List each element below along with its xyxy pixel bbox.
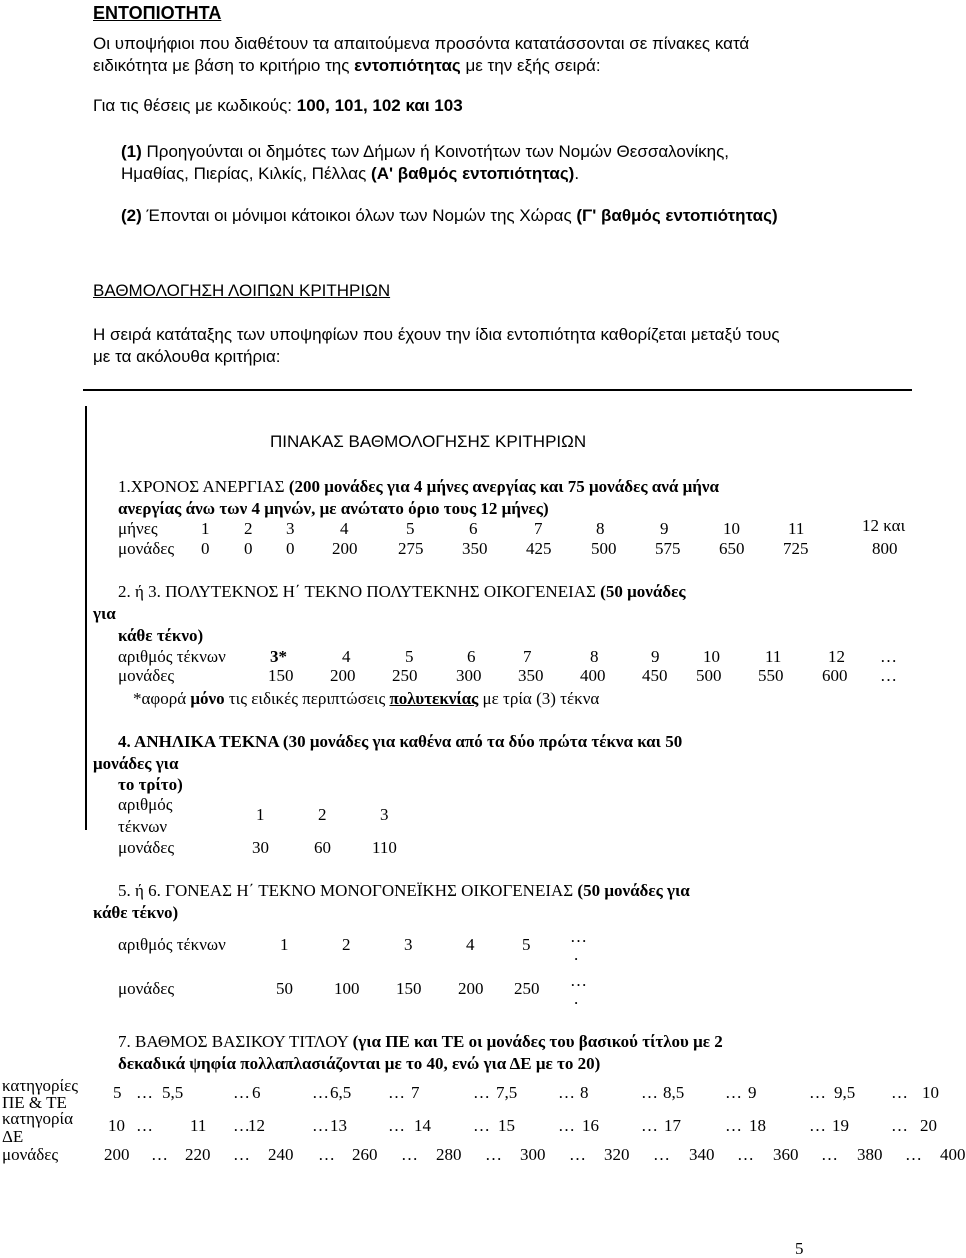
c2-points-value: 150 xyxy=(268,666,294,685)
c5-points-value: 100 xyxy=(334,979,360,998)
pe-grade: 7 xyxy=(411,1083,420,1102)
separator-ellipsis: … xyxy=(136,1116,153,1135)
grade-points: 400 xyxy=(940,1145,966,1164)
c2-points-label: μονάδες xyxy=(118,666,175,685)
grade-points: 240 xyxy=(268,1145,294,1164)
c4-label-b: τέκνων xyxy=(118,817,168,836)
c2-points-value: 550 xyxy=(758,666,784,685)
children-number: 4 xyxy=(342,647,351,666)
c2-points-value: 600 xyxy=(822,666,848,685)
pe-grade: 9,5 xyxy=(834,1083,856,1102)
month-value: 5 xyxy=(406,519,415,538)
c2-points-value: 200 xyxy=(330,666,356,685)
c2-points-value: 300 xyxy=(456,666,482,685)
de-grade: 10 xyxy=(108,1116,125,1135)
c5-children-number: 3 xyxy=(404,935,413,954)
points-value: 725 xyxy=(783,539,809,558)
intro-line-2: ειδικότητα με βάση το κριτήριο της εντοπιότητας με την εξής σειρά: xyxy=(93,56,601,75)
month-value: 2 xyxy=(244,519,253,538)
month-value: 1 xyxy=(201,519,210,538)
pe-grade: 6 xyxy=(252,1083,261,1102)
pe-grade: 7,5 xyxy=(496,1083,518,1102)
pe-grade: 10 xyxy=(922,1083,939,1102)
month-value: 3 xyxy=(286,519,295,538)
de-grade: 17 xyxy=(664,1116,681,1135)
pe-grade: 5 xyxy=(113,1083,122,1102)
months-last: 12 και xyxy=(862,516,906,535)
de-grade: 11 xyxy=(190,1116,207,1135)
c4-points-label: μονάδες xyxy=(118,838,175,857)
points-value: 425 xyxy=(526,539,552,558)
grade-points: 300 xyxy=(520,1145,546,1164)
criterion-1-subtitle: ανεργίας άνω των 4 μηνών, με ανώτατο όριο τους 12 μήνες) xyxy=(118,499,549,518)
separator-ellipsis: … xyxy=(558,1116,575,1135)
c2-points-value: 250 xyxy=(392,666,418,685)
de-grade: 14 xyxy=(414,1116,431,1135)
de-grade: 16 xyxy=(582,1116,599,1135)
c5-ellipsis-1: … xyxy=(570,927,587,946)
month-value: 4 xyxy=(340,519,349,538)
criterion-2-title: 2. ή 3. ΠΟΛΥΤΕΚΝΟΣ Η΄ ΤΕΚΝΟ ΠΟΛΥΤΕΚΝΗΣ ΟΙΚΟΓΕΝΕΙΑΣ (50 μονάδες xyxy=(118,582,686,601)
criterion-4-line-3: το τρίτο) xyxy=(118,775,183,794)
children-ellipsis: … xyxy=(880,647,897,666)
c7-label-pe-a: κατηγορίες xyxy=(2,1076,78,1095)
children-number: 5 xyxy=(405,647,414,666)
month-value: 6 xyxy=(469,519,478,538)
points-value: 650 xyxy=(719,539,745,558)
month-value: 7 xyxy=(534,519,543,538)
criterion-4-line-2: μονάδες για xyxy=(93,754,179,773)
separator-ellipsis: … xyxy=(737,1145,754,1164)
de-grade: 20 xyxy=(920,1116,937,1135)
criterion-7-title: 7. ΒΑΘΜΟΣ ΒΑΣΙΚΟΥ ΤΙΤΛΟΥ (για ΠΕ και ΤΕ οι μονάδες του βασικού τίτλου με 2 xyxy=(118,1032,723,1051)
points-value: 200 xyxy=(332,539,358,558)
separator-ellipsis: … xyxy=(641,1116,658,1135)
separator-ellipsis: … xyxy=(151,1145,168,1164)
c4-points-value: 110 xyxy=(372,838,397,857)
separator-ellipsis: … xyxy=(809,1083,826,1102)
de-grade: 12 xyxy=(248,1116,265,1135)
pe-grade: 5,5 xyxy=(162,1083,184,1102)
criterion-5-line-2: κάθε τέκνο) xyxy=(93,903,179,922)
points-value: 350 xyxy=(462,539,488,558)
criterion-2-line-3: κάθε τέκνο) xyxy=(118,626,204,645)
section-title: ΒΑΘΜΟΛΟΓΗΣΗ ΛΟΙΠΩΝ ΚΡΙΤΗΡΙΩΝ xyxy=(93,281,391,300)
c2-points-value: 400 xyxy=(580,666,606,685)
separator-ellipsis: … xyxy=(891,1083,908,1102)
separator-ellipsis: … xyxy=(821,1145,838,1164)
children-number: 11 xyxy=(765,647,782,666)
c2-points-value: 350 xyxy=(518,666,544,685)
c4-children-number: 3 xyxy=(380,805,389,824)
c5-points-value: 200 xyxy=(458,979,484,998)
grade-points: 360 xyxy=(773,1145,799,1164)
intro-line-1: Οι υποψήφιοι που διαθέτουν τα απαιτούμενα προσόντα κατατάσσονται σε πίνακες κατά xyxy=(93,34,750,53)
top-rule xyxy=(83,389,912,391)
separator-ellipsis: … xyxy=(233,1116,250,1135)
section-text-line-2: με τα ακόλουθα κριτήρια: xyxy=(93,347,281,366)
c4-label-a: αριθμός xyxy=(118,795,173,814)
separator-ellipsis: … xyxy=(809,1116,826,1135)
separator-ellipsis: … xyxy=(569,1145,586,1164)
criterion-5-title: 5. ή 6. ΓΟΝΕΑΣ Η΄ ΤΕΚΝΟ ΜΟΝΟΓΟΝΕΪΚΗΣ ΟΙΚΟΓΕΝΕΙΑΣ (50 μονάδες για xyxy=(118,881,690,900)
month-value: 10 xyxy=(723,519,740,538)
de-grade: 15 xyxy=(498,1116,515,1135)
c5-points-label: μονάδες xyxy=(118,979,175,998)
pe-grade: 8,5 xyxy=(663,1083,685,1102)
children-label: αριθμός τέκνων xyxy=(118,647,226,666)
c5-dot-2: . xyxy=(574,989,579,1008)
separator-ellipsis: … xyxy=(905,1145,922,1164)
separator-ellipsis: … xyxy=(318,1145,335,1164)
points-value: 500 xyxy=(591,539,617,558)
c2-points-value: 500 xyxy=(696,666,722,685)
points-label: μονάδες xyxy=(118,539,175,558)
c2-points-ellipsis: … xyxy=(880,666,897,685)
c4-points-value: 30 xyxy=(252,838,269,857)
separator-ellipsis: … xyxy=(725,1116,742,1135)
separator-ellipsis: … xyxy=(473,1083,490,1102)
points-value: 0 xyxy=(244,539,253,558)
criterion-7-line-2: δεκαδικά ψηφία πολλαπλασιάζονται με το 40, ενώ για ΔΕ με το 20) xyxy=(118,1054,601,1073)
de-grade: 13 xyxy=(330,1116,347,1135)
children-number: 9 xyxy=(651,647,660,666)
c5-ellipsis-2: … xyxy=(570,971,587,990)
points-value: 0 xyxy=(286,539,295,558)
children-number: 6 xyxy=(467,647,476,666)
children-number: 10 xyxy=(703,647,720,666)
separator-ellipsis: … xyxy=(233,1145,250,1164)
separator-ellipsis: … xyxy=(473,1116,490,1135)
codes-line: Για τις θέσεις με κωδικούς: 100, 101, 102 και 103 xyxy=(93,96,463,115)
points-value: 575 xyxy=(655,539,681,558)
children-number: 12 xyxy=(828,647,845,666)
points-value: 275 xyxy=(398,539,424,558)
c7-label-de-a: κατηγορία xyxy=(2,1109,74,1128)
c5-points-value: 150 xyxy=(396,979,422,998)
pe-grade: 8 xyxy=(580,1083,589,1102)
c4-points-value: 60 xyxy=(314,838,331,857)
c5-children-label: αριθμός τέκνων xyxy=(118,935,226,954)
c5-children-number: 5 xyxy=(522,935,531,954)
month-value: 8 xyxy=(596,519,605,538)
c5-children-number: 1 xyxy=(280,935,289,954)
pe-grade: 9 xyxy=(748,1083,757,1102)
table-title: ΠΙΝΑΚΑΣ ΒΑΘΜΟΛΟΓΗΣΗΣ ΚΡΙΤΗΡΙΩΝ xyxy=(270,432,587,451)
separator-ellipsis: … xyxy=(641,1083,658,1102)
separator-ellipsis: … xyxy=(558,1083,575,1102)
grade-points: 320 xyxy=(604,1145,630,1164)
grade-points: 280 xyxy=(436,1145,462,1164)
separator-ellipsis: … xyxy=(388,1083,405,1102)
month-value: 9 xyxy=(660,519,669,538)
separator-ellipsis: … xyxy=(891,1116,908,1135)
separator-ellipsis: … xyxy=(401,1145,418,1164)
separator-ellipsis: … xyxy=(312,1083,329,1102)
criterion-2-line-2: για xyxy=(93,604,116,623)
c7-pts-label: μονάδες xyxy=(2,1145,59,1164)
points-last: 800 xyxy=(872,539,898,558)
section-text-line-1: Η σειρά κατάταξης των υποψηφίων που έχουν την ίδια εντοπιότητα καθορίζεται μεταξύ τους xyxy=(93,325,780,344)
separator-ellipsis: … xyxy=(312,1116,329,1135)
c5-points-value: 50 xyxy=(276,979,293,998)
grade-points: 200 xyxy=(104,1145,130,1164)
children-number: 3* xyxy=(270,647,287,666)
c5-dot-1: . xyxy=(574,945,579,964)
separator-ellipsis: … xyxy=(388,1116,405,1135)
grade-points: 380 xyxy=(857,1145,883,1164)
separator-ellipsis: … xyxy=(653,1145,670,1164)
de-grade: 19 xyxy=(832,1116,849,1135)
grade-points: 340 xyxy=(689,1145,715,1164)
month-value: 11 xyxy=(788,519,805,538)
page-heading: ΕΝΤΟΠΙΟΤΗΤΑ xyxy=(93,3,222,23)
c2-points-value: 450 xyxy=(642,666,668,685)
criterion-1-title: 1.ΧΡΟΝΟΣ ΑΝΕΡΓΙΑΣ (200 μονάδες για 4 μήνες ανεργίας και 75 μονάδες ανά μήνα xyxy=(118,477,719,496)
separator-ellipsis: … xyxy=(725,1083,742,1102)
page-number: 5 xyxy=(795,1239,804,1258)
pe-grade: 6,5 xyxy=(330,1083,352,1102)
c2-note: *αφορά μόνο τις ειδικές περιπτώσεις πολυτεκνίας με τρία (3) τέκνα xyxy=(133,689,600,708)
months-label: μήνες xyxy=(118,519,158,538)
item-2-line: (2) Έπονται οι μόνιμοι κάτοικοι όλων των Νομών της Χώρας (Γ' βαθμός εντοπιότητας) xyxy=(121,206,778,225)
item-1-line-1: (1) Προηγούνται οι δημότες των Δήμων ή Κοινοτήτων των Νομών Θεσσαλονίκης, xyxy=(121,142,729,161)
c5-children-number: 4 xyxy=(466,935,475,954)
c7-label-de-b: ΔΕ xyxy=(2,1127,24,1146)
children-number: 8 xyxy=(590,647,599,666)
separator-ellipsis: … xyxy=(233,1083,250,1102)
left-rule xyxy=(85,406,87,830)
separator-ellipsis: … xyxy=(136,1083,153,1102)
grade-points: 220 xyxy=(185,1145,211,1164)
c7-label-pe-b: ΠΕ & ΤΕ xyxy=(2,1093,67,1112)
de-grade: 18 xyxy=(749,1116,766,1135)
c5-points-value: 250 xyxy=(514,979,540,998)
points-value: 0 xyxy=(201,539,210,558)
c4-children-number: 1 xyxy=(256,805,265,824)
children-number: 7 xyxy=(523,647,532,666)
grade-points: 260 xyxy=(352,1145,378,1164)
separator-ellipsis: … xyxy=(485,1145,502,1164)
item-1-line-2: Ημαθίας, Πιερίας, Κιλκίς, Πέλλας (Α' βαθμός εντοπιότητας). xyxy=(121,164,580,183)
c5-children-number: 2 xyxy=(342,935,351,954)
criterion-4-title: 4. ΑΝΗΛΙΚΑ ΤΕΚΝΑ (30 μονάδες για καθένα από τα δύο πρώτα τέκνα και 50 xyxy=(118,732,683,751)
c4-children-number: 2 xyxy=(318,805,327,824)
